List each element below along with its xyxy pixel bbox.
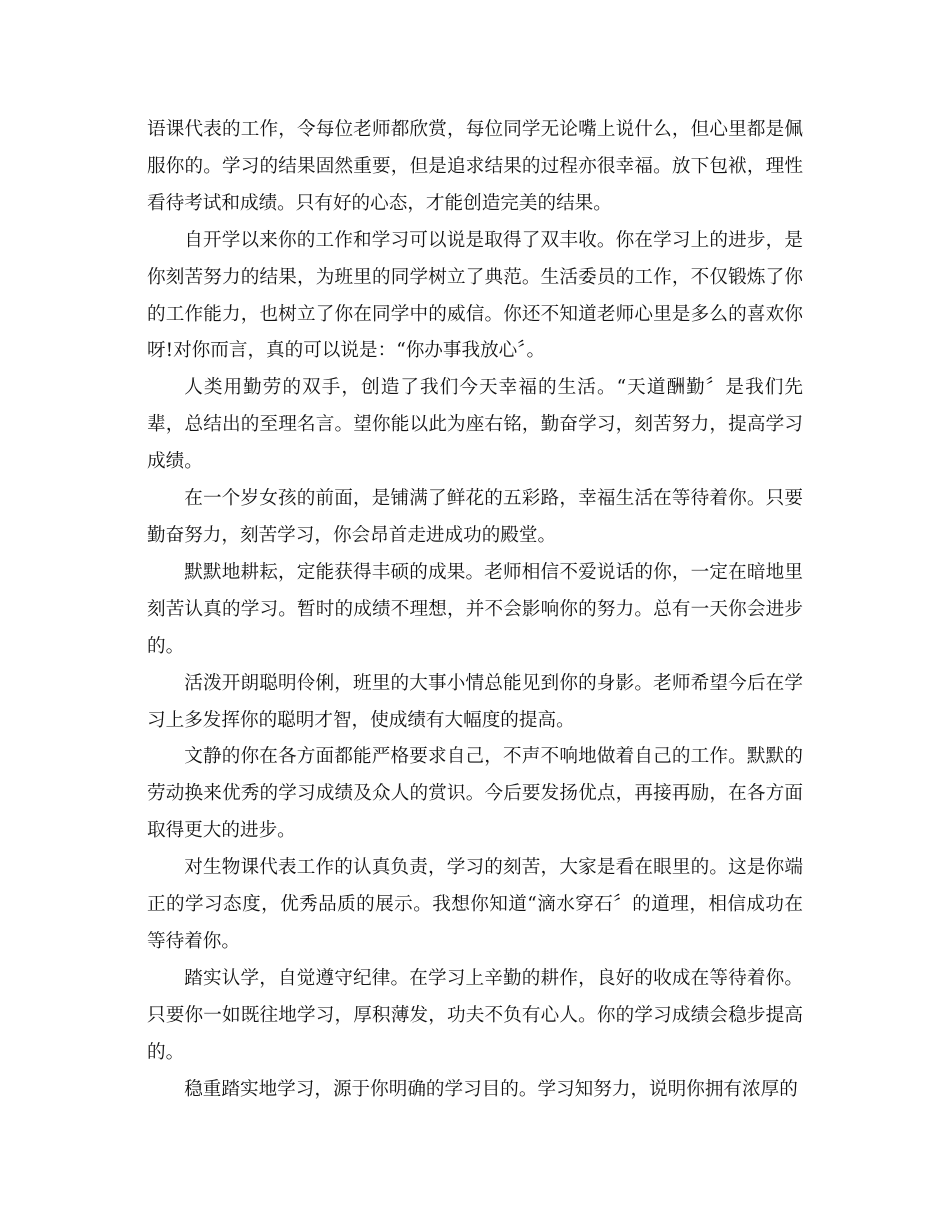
paragraph-10: 稳重踏实地学习，源于你明确的学习目的。学习知努力，说明你拥有浓厚的 xyxy=(184,1078,798,1100)
paragraph-9: 踏实认学，自觉遵守纪律。在学习上辛勤的耕作，良好的收成在等待着你。只要你一如既往地学习，厚积薄发，功夫不负有心人。你的学习成绩会稳步提高的。 xyxy=(147,967,803,1063)
paragraph-8: 对生物课代表工作的认真负责，学习的刻苦，大家是看在眼里的。这是你端正的学习态度，优秀品质的展示。我想你知道“滴水穿石〞的道理，相信成功在等待着你。 xyxy=(147,857,803,952)
paragraph-1: 语课代表的工作，令每位老师都欣赏，每位同学无论嘴上说什么，但心里都是佩服你的。学习的结果固然重要，但是追求结果的过程亦很幸福。放下包袱，理性看待考试和成绩。只有好的心态，才能创造完美的结果。 xyxy=(147,119,803,214)
paragraph-4: 在一个岁女孩的前面，是铺满了鲜花的五彩路，幸福生活在等待着你。只要勤奋努力，刻苦学习，你会昂首走进成功的殿堂。 xyxy=(147,488,803,546)
paragraph-7: 文静的你在各方面都能严格要求自己，不声不响地做着自己的工作。默默的劳动换来优秀的学习成绩及众人的赏识。今后要发扬优点，再接再励，在各方面取得更大的进步。 xyxy=(147,746,803,842)
paragraph-2: 自开学以来你的工作和学习可以说是取得了双丰收。你在学习上的进步，是你刻苦努力的结果，为班里的同学树立了典范。生活委员的工作，不仅锻炼了你的工作能力，也树立了你在同学中的威信。你还不知道老师心里是多么的喜欢你呀!对你而言，真的可以说是：“你办事我放心〞。 xyxy=(147,229,803,362)
paragraph-3: 人类用勤劳的双手，创造了我们今天幸福的生活。“天道酬勤〞是我们先辈，总结出的至理名言。望你能以此为座右铭，勤奋学习，刻苦努力，提高学习成绩。 xyxy=(147,377,803,473)
document-body xyxy=(147,112,803,1108)
paragraph-5: 默默地耕耘，定能获得丰硕的成果。老师相信不爱说话的你，一定在暗地里刻苦认真的学习。暂时的成绩不理想，并不会影响你的努力。总有一天你会进步的。 xyxy=(147,561,803,657)
paragraph-6: 活泼开朗聪明伶俐，班里的大事小情总能见到你的身影。老师希望今后在学习上多发挥你的聪明才智，使成绩有大幅度的提高。 xyxy=(147,672,803,731)
